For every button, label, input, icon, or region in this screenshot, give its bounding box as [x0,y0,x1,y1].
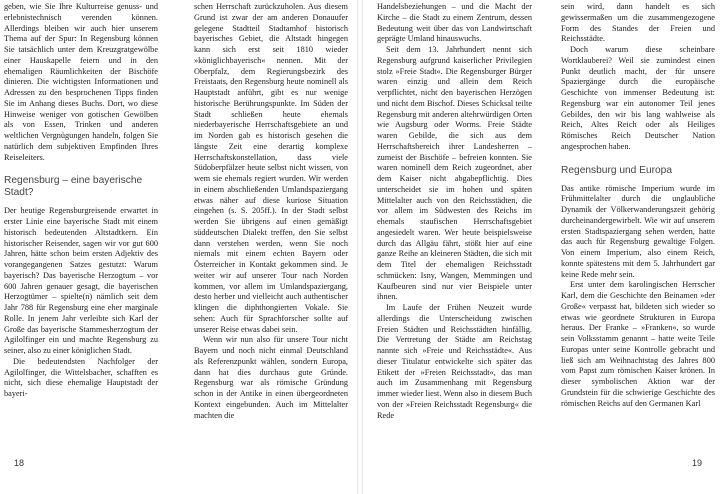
section-heading: Regensburg – eine bayerische Stadt? [4,175,143,199]
right-page [363,0,720,494]
left-page-column-2 [194,2,348,421]
paragraph: Doch warum diese scheinbare Wortklauberei? Weil sie zumindest einen Punkt deutlich macht, der für unsere Spaziergänge durch die europäische Geschichte von immenser Bedeutung ist: Regensburg war ein autonomer Teil jenes Gebildes, den wir bis lang wahlweise als Reich, Altes Reich oder als Heiliges Römisches Reich Deutscher Nation angesprochen haben. [561,45,715,151]
paragraph: Wenn wir nun also für unsere Tour nicht Bayern und noch nicht einmal Deutschland als Referenzpunkt wählen, sondern Europa, dann hat dies durchaus gute Gründe. Regensburg war als römische Gründung schon in der Antike in einen übergeordneten Kontext eingebunden. Auch im Mittelalter machten die [194,335,348,420]
paragraph: Erst unter dem karolingischen Herrscher Karl, dem die Geschichte den Beinamen »der Große« verpasst hat, bildeten sich wieder so etwas wie geordnete Strukturen in Europa heraus. Der Franke – »Franken«, so wurde sein Volksstamm genannt – hatte weite Teile Europas unter seine Kontrolle gebracht und ließ sich am Weihnachtstag des Jahres 800 vom Papst zum römischen Kaiser krönen. In dieser symbolischen Aktion war der Grundstein für die schwierige Geschichte des römischen Reichs auf den Germanen Karl [561,280,715,408]
paragraph: Im Laufe der Frühen Neuzeit wurde allerdings die Unterscheidung zwischen Freien Städten und Reichsstädten hinfällig. Die Vertretung der Städte am Reichstag nannte sich »Freie und Reichsstädte«. Aus dieser Titulatur entwickelte sich später das Etikett der »Freien Reichsstadt«, das man auch im Zusammenhang mit Regensburg immer wieder liest. Wenn also in diesem Buch von der »Freien Reichsstadt Regensburg« die Rede [377,303,532,420]
paragraph: Das antike römische Imperium wurde im Frühmittelalter durch die unglaubliche Dynamik der Völkerwanderungszeit gehörig durcheinandergewirbelt. Wie wir auf unserem ersten Stadtspaziergang sehen werden, hatte das auch für Regensburg gewaltige Folgen. Von einem Imperium, also einem Reich, konnte spätestens mit dem 5. Jahrhundert gar keine Rede mehr sein. [561,183,715,279]
page-number: 19 [692,458,703,468]
paragraph: Handelsbeziehungen – und die Macht der Kirche – die Stadt zu einem Zentrum, dessen Bedeutung weit über das von Landwirtschaft geprägte Umland hinauswuchs. [377,2,532,44]
paragraph: schen Herrschaft zurückzuholen. Aus diesem Grund ist zwar der am anderen Donauufer gelegene Stadtteil Stadtamhof historisch bayerisches Gebiet, die Altstadt hingegen kann sich erst seit 1810 wieder »königlichbayerisch« nennen. Mit der Oberpfalz, dem Regierungsbezirk des Freistaats, den Regensburg heute nominell als Hauptstadt anführt, gibt es nur wenige historische Berührungspunkte. Im Süden der Stadt schließen heute ehemals niederbayerische Herrschaftsgebiete an und im Norden gab es historisch gesehen die längste Zeit eine derartig komplexe Herrschaftskonstellation, dass viele Südoberpfälzer heute selbst nicht wissen, von wem sie ehemals regiert wurden. Wir werden in einem abschließenden Umlandspaziergang etwas näher auf diese kuriose Situation eingehen (s. S. 205ff.). In der Stadt selbst werden Sie übrigens auf einen gemäßigt süddeutschen Dialekt treffen, den Sie selbst dann verstehen werden, wenn Sie noch niemals mit einem echten Bayern oder Österreicher in Kontakt gekommen sind. Je weiter wir auf unserer Tour nach Norden kommen, vor allem im Umlandspaziergang, desto herber und vielleicht auch authentischer klingen die diphthongierten Vokale. Sie sehen: Auch für Sprachforscher sollte auf unserer Reise etwas dabei sein. [194,2,348,334]
left-page-column-1 [4,2,158,400]
right-page-column-1 [377,2,532,421]
right-page-column-2 [561,2,715,409]
paragraph: Der heutige Regensburgreisende erwartet in erster Linie eine bayerische Stadt mit einem historisch bedeutenden Altstadtkern. Ein historischer Reisender, sagen wir vor gut 600 Jahren, hätte schon beim ersten Adjektiv des vorangegangenen Satzes gestutzt: Warum bayerisch? Das bayerische Herzogtum – vor 600 Jahren genauer gesagt, die bayerischen Herzogtümer – spielte(n) nämlich seit dem Jahr 788 für Regensburg eine eher marginale Rolle. In jenem Jahr verleibte sich Karl der Große das bayerische Stammesherzogtum der Agilolfinger ein und machte Regensburg zu seiner, also zu einer königlichen Stadt. [4,206,158,355]
page-number: 18 [14,458,25,468]
section-heading: Regensburg und Europa [561,164,673,176]
left-page [0,0,357,494]
paragraph: Seit dem 13. Jahrhundert nennt sich Regensburg aufgrund kaiserlicher Privilegien stolz »Freie Stadt«. Die Regensburger Bürger waren einzig und allein dem Reich verpflichtet, nicht den bayerischen Herzögen und nicht dem Bischof. Dieses Schicksal teilte Regensburg mit anderen altehrwürdigen Orten wie Augsburg oder Worms. Freie Städte waren Gebilde, die sich aus dem Herrschaftsbereich ihrer Landesherren – zumeist der Bischöfe – befreien konnten. Sie waren nominell dem Reich zugeordnet, aber dem Kaiser nicht abgabepflichtig. Dies unterscheidet sie im hohen und späten Mittelalter auch von den Reichsstädten, die vor allem im Südwesten des Reichs im ehemals staufischen Herrschaftsgebiet angesiedelt waren. Wer heute beispielsweise durch das Allgäu fährt, stößt hier auf eine ganze Reihe an kleineren Städten, die sich mit dem Titel der ehemaligen Reichsstadt schmücken: Isny, Wangen, Memmingen und Kaufbeuren sind nur vier Beispiele unter ihnen. [377,45,532,302]
paragraph: Die bedeutendsten Nachfolger der Agilolfinger, die Wittelsbacher, schafften es nicht, sich diese ehemalige Hauptstadt der bayeri- [4,356,158,398]
paragraph: geben, wie Sie Ihre Kulturreise genuss- und erlebnistechnisch verenden können. Allerdings bleiben wir auch hier unserem Thema auf der Spur: In Regensburg können Sie tatsächlich unter dem Kreuzgratgewölbe einer Hauskapelle feiern und in den ehemaligen Räumlichkeiten der Bischöfe dinieren. Die wichtigsten Informationen und Adressen zu den besprochenen Tipps finden Sie im Anhang dieses Buchs. Dort, wo diese Hinweise weniger von gotischen Gewölben als von Essen, Trinken und anderen weltlichen Vergnügungen handeln, folgen Sie natürlich dem subjektiven Empfinden Ihres Reiseleiters. [4,2,158,162]
paragraph: sein wird, dann handelt es sich gewissermaßen um die zusammengezogene Form des Standes der Freien und Reichsstädte. [561,2,715,44]
